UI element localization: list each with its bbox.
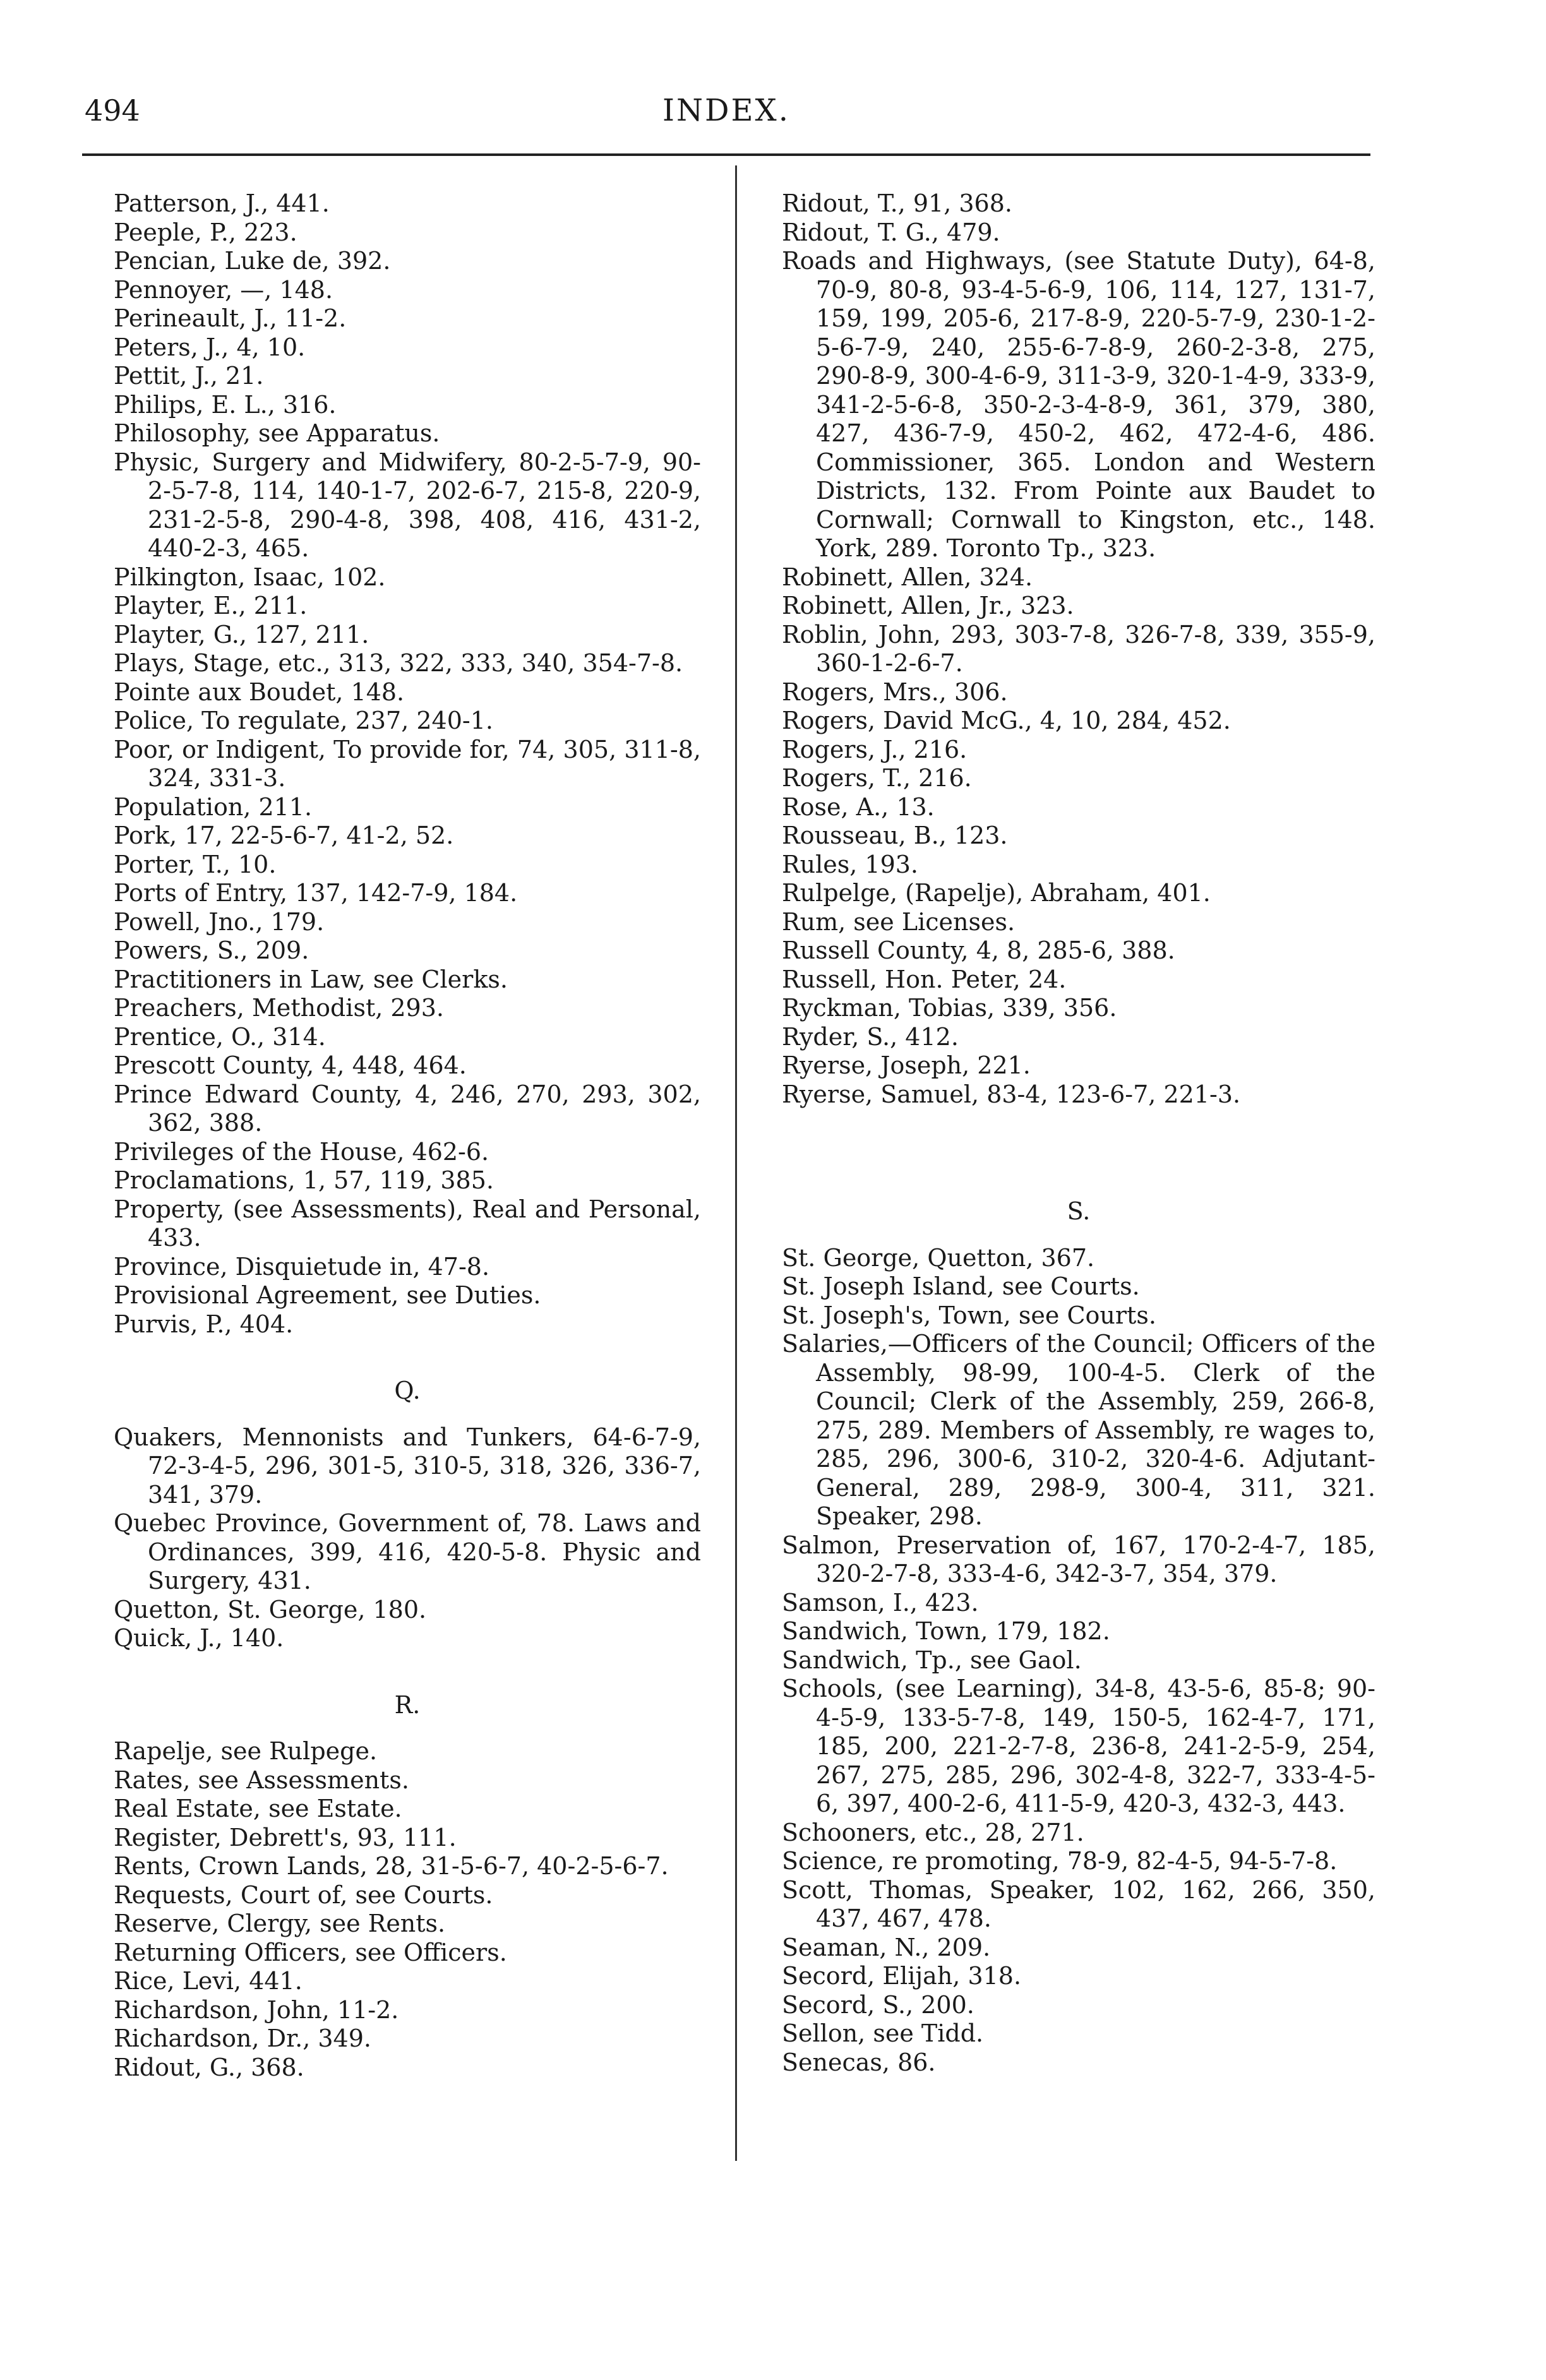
index-entry: Philips, E. L., 316. xyxy=(114,390,337,419)
index-entry: Roblin, John, 293, 303-7-8, 326-7-8, 339, 355-9, 360-1-2-6-7. xyxy=(782,620,1375,677)
index-entry: Ports of Entry, 137, 142-7-9, 184. xyxy=(114,879,518,907)
index-entry: Robinett, Allen, Jr., 323. xyxy=(782,592,1074,619)
index-entry: Practitioners in Law, see Clerks. xyxy=(114,965,508,993)
index-entry: Playter, G., 127, 211. xyxy=(114,620,369,649)
index-entry: Prescott County, 4, 448, 464. xyxy=(114,1051,467,1079)
index-entry: Rogers, T., 216. xyxy=(782,764,972,792)
index-entry: Rulpelge, (Rapelje), Abraham, 401. xyxy=(782,879,1211,907)
index-entry: St. Joseph's, Town, see Courts. xyxy=(782,1301,1156,1329)
page-header xyxy=(82,92,1370,142)
index-column-left xyxy=(114,189,701,2082)
index-entry: Secord, Elijah, 318. xyxy=(782,1962,1022,1990)
index-entry: Quebec Province, Government of, 78. Laws and Ordinances, 399, 416, 420-5-8. Physic and Surgery, 431. xyxy=(114,1509,701,1594)
index-entry: Pilkington, Isaac, 102. xyxy=(114,563,386,591)
index-entry: Secord, S., 200. xyxy=(782,1990,974,2019)
index-entry: Quetton, St. George, 180. xyxy=(114,1595,427,1624)
index-entry: Pencian, Luke de, 392. xyxy=(114,247,391,275)
index-entry: Quick, J., 140. xyxy=(114,1624,284,1652)
index-entry: Samson, I., 423. xyxy=(782,1588,979,1617)
column-divider xyxy=(735,165,737,2161)
index-entry: Roads and Highways, (see Statute Duty), 64-8, 70-9, 80-8, 93-4-5-6-9, 106, 114, 127, 131-7, 159, 199, 205-6, 217-8-9, 220-5-7-9, 230-1-2-5-6-7-9, 240, 255-6-7-8-9, 260-2-3-8, 275, 290-8-9, 300-4-6-9, 311-3-9, 320-1-4-9, 333-9, 341-2-5-6-8, 350-2-3-4-8-9, 361, 379, 380, 427, 436-7-9, 450-2, 462, 472-4-6, 486. Commissioner, 365. London and Western Districts, 132. From Pointe aux Baudet to Cornwall; Cornwall to Kingston, etc., 148. York, 289. Toronto Tp., 323. xyxy=(782,247,1375,562)
index-entry: Richardson, John, 11-2. xyxy=(114,1995,399,2024)
index-entry: Rogers, Mrs., 306. xyxy=(782,678,1008,706)
index-entry: Pettit, J., 21. xyxy=(114,362,264,390)
index-entry: Senecas, 86. xyxy=(782,2048,936,2076)
index-entry: Poor, or Indigent, To provide for, 74, 305, 311-8, 324, 331-3. xyxy=(114,735,701,792)
index-entry: Rents, Crown Lands, 28, 31-5-6-7, 40-2-5-6-7. xyxy=(114,1852,669,1880)
index-entry: Seaman, N., 209. xyxy=(782,1933,991,1961)
running-title: INDEX. xyxy=(662,93,790,128)
index-entry: Richardson, Dr., 349. xyxy=(114,2024,371,2052)
index-entry: Rogers, J., 216. xyxy=(782,735,968,763)
index-entry: Playter, E., 211. xyxy=(114,592,308,619)
section-letter-s: S. xyxy=(1067,1197,1091,1225)
index-entry: Ridout, T. G., 479. xyxy=(782,218,1000,246)
index-entry: Salaries,—Officers of the Council; Officers of the Assembly, 98-99, 100-4-5. Clerk of the Council; Clerk of the Assembly, 259, 266-8, 275, 289. Members of Assembly, re wages to, 285, 296, 300-6, 310-2, 320-4-6. Adjutant-General, 289, 298-9, 300-4, 311, 321. Speaker, 298. xyxy=(782,1330,1375,1530)
index-entry: Rules, 193. xyxy=(782,850,918,878)
index-entry: St. Joseph Island, see Courts. xyxy=(782,1272,1140,1300)
index-entry: Science, re promoting, 78-9, 82-4-5, 94-5-7-8. xyxy=(782,1847,1338,1875)
index-entry: Ryder, S., 412. xyxy=(782,1022,959,1051)
index-entry: Schools, (see Learning), 34-8, 43-5-6, 85-8; 90-4-5-9, 133-5-7-8, 149, 150-5, 162-4-7, 171, 185, 200, 221-2-7-8, 236-8, 241-2-5-9, 254, 267, 275, 285, 296, 302-4-8, 322-7, 333-4-5-6, 397, 400-2-6, 411-5-9, 420-3, 432-3, 443. xyxy=(782,1675,1375,1817)
index-entry: Rogers, David McG., 4, 10, 284, 452. xyxy=(782,707,1231,734)
index-entry: Police, To regulate, 237, 240-1. xyxy=(114,707,493,734)
page-number: 494 xyxy=(85,93,140,128)
index-entry: Russell, Hon. Peter, 24. xyxy=(782,965,1067,993)
index-entry: Sandwich, Tp., see Gaol. xyxy=(782,1646,1082,1674)
index-entry: Proclamations, 1, 57, 119, 385. xyxy=(114,1166,494,1194)
index-entry: Rice, Levi, 441. xyxy=(114,1967,303,1995)
index-entry: Plays, Stage, etc., 313, 322, 333, 340, 354-7-8. xyxy=(114,649,683,677)
index-entry: Ryerse, Joseph, 221. xyxy=(782,1051,1031,1079)
index-entry: Prince Edward County, 4, 246, 270, 293, 302, 362, 388. xyxy=(114,1080,701,1137)
index-entry: Powell, Jno., 179. xyxy=(114,907,325,936)
index-entry: Prentice, O., 314. xyxy=(114,1022,326,1051)
index-entry: St. George, Quetton, 367. xyxy=(782,1243,1095,1272)
index-entry: Preachers, Methodist, 293. xyxy=(114,994,444,1022)
index-entry: Register, Debrett's, 93, 111. xyxy=(114,1823,457,1851)
index-entry: Pointe aux Boudet, 148. xyxy=(114,678,405,706)
index-entry: Ridout, T., 91, 368. xyxy=(782,189,1012,217)
index-entry: Quakers, Mennonists and Tunkers, 64-6-7-9, 72-3-4-5, 296, 301-5, 310-5, 318, 326, 336-7, 341, 379. xyxy=(114,1423,701,1509)
index-entry: Ryerse, Samuel, 83-4, 123-6-7, 221-3. xyxy=(782,1080,1241,1108)
index-entry: Provisional Agreement, see Duties. xyxy=(114,1281,541,1309)
index-entry: Sandwich, Town, 179, 182. xyxy=(782,1617,1110,1645)
index-entry: Reserve, Clergy, see Rents. xyxy=(114,1910,446,1937)
index-entry: Pork, 17, 22-5-6-7, 41-2, 52. xyxy=(114,822,454,849)
index-entry: Peeple, P., 223. xyxy=(114,218,297,246)
index-entry: Rousseau, B., 123. xyxy=(782,822,1008,849)
index-entry: Robinett, Allen, 324. xyxy=(782,563,1033,591)
section-letter-r: R. xyxy=(394,1690,421,1719)
index-entry: Rates, see Assessments. xyxy=(114,1766,409,1794)
index-entry: Porter, T., 10. xyxy=(114,850,277,878)
index-entry: Patterson, J., 441. xyxy=(114,189,330,217)
index-entry: Population, 211. xyxy=(114,792,313,821)
index-entry: Returning Officers, see Officers. xyxy=(114,1938,507,1966)
header-rule xyxy=(82,153,1370,156)
section-letter-q: Q. xyxy=(394,1377,421,1404)
index-entry: Sellon, see Tidd. xyxy=(782,2019,984,2047)
index-entry: Purvis, P., 404. xyxy=(114,1310,294,1338)
index-entry: Philosophy, see Apparatus. xyxy=(114,419,440,447)
index-entry: Privileges of the House, 462-6. xyxy=(114,1137,489,1166)
index-entry: Powers, S., 209. xyxy=(114,936,309,964)
index-entry: Rose, A., 13. xyxy=(782,792,935,821)
index-column-right xyxy=(782,189,1375,2077)
index-entry: Property, (see Assessments), Real and Personal, 433. xyxy=(114,1195,701,1252)
index-entry: Rum, see Licenses. xyxy=(782,907,1016,936)
index-entry: Requests, Court of, see Courts. xyxy=(114,1881,493,1909)
index-entry: Ridout, G., 368. xyxy=(114,2053,304,2081)
index-entry: Ryckman, Tobias, 339, 356. xyxy=(782,994,1117,1022)
index-entry: Peters, J., 4, 10. xyxy=(114,333,306,361)
index-entry: Scott, Thomas, Speaker, 102, 162, 266, 350, 437, 467, 478. xyxy=(782,1875,1375,1932)
index-entry: Physic, Surgery and Midwifery, 80-2-5-7-9, 90-2-5-7-8, 114, 140-1-7, 202-6-7, 215-8, 220-9, 231-2-5-8, 290-4-8, 398, 408, 416, 431-2, 440-2-3, 465. xyxy=(114,448,701,562)
index-entry: Province, Disquietude in, 47-8. xyxy=(114,1252,490,1281)
index-entry: Real Estate, see Estate. xyxy=(114,1795,402,1822)
index-entry: Salmon, Preservation of, 167, 170-2-4-7, 185, 320-2-7-8, 333-4-6, 342-3-7, 354, 379. xyxy=(782,1531,1375,1588)
index-entry: Rapelje, see Rulpege. xyxy=(114,1737,378,1765)
index-entry: Schooners, etc., 28, 271. xyxy=(782,1818,1084,1846)
index-entry: Perineault, J., 11-2. xyxy=(114,304,347,332)
index-entry: Russell County, 4, 8, 285-6, 388. xyxy=(782,936,1175,964)
index-entry: Pennoyer, —, 148. xyxy=(114,275,333,304)
